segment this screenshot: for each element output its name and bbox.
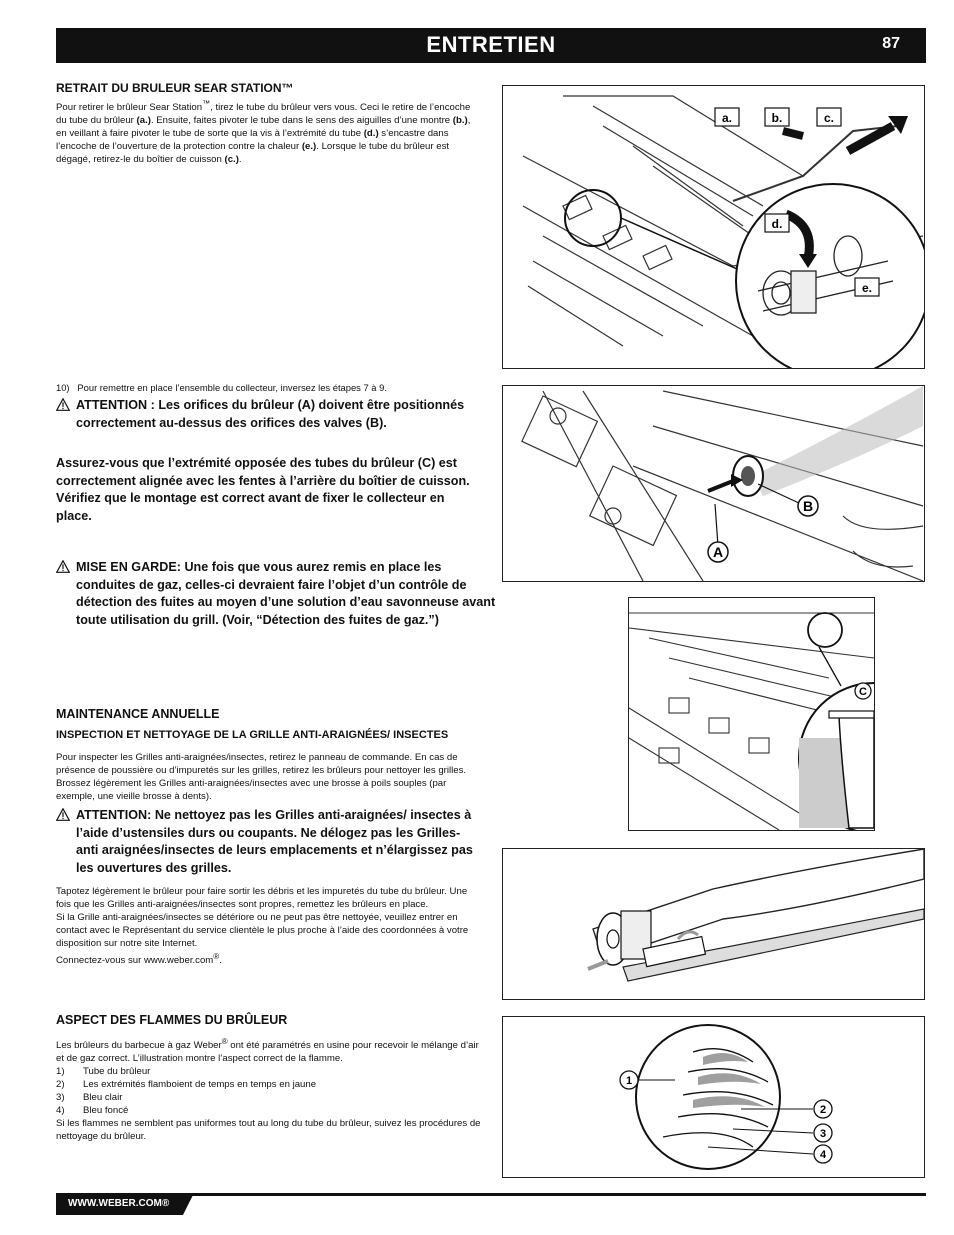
mise-en-garde [56, 559, 501, 629]
label-B: B [802, 498, 814, 514]
maintenance-p4: Si la Grille anti-araignées/insectes se détériore ou ne peut pas être nettoyée, veuillez entrer en contact avec le Représentant du service clientèle le plus proche à l’aide des coordonnées à votre disposition sur notre site Internet. [56, 912, 469, 949]
flames-list [56, 1065, 481, 1117]
label-C: C [859, 686, 867, 698]
warning-icon [56, 808, 70, 821]
maintenance-p3: Tapotez légèrement le brûleur pour faire sortir les débris et les impuretés du tube du brûleur. Une fois que les Grilles anti-araignées/insectes sont propres, remettez les brûleurs en place. [56, 886, 468, 910]
flames-intro: Les brûleurs du barbecue à gaz Weber® ont été paramétrés en usine pour recevoir le mélange d’air et de gaz correct. L’illustration montre l’aspect correct de la flamme. [56, 1037, 479, 1065]
list-item: 3) Bleu clair [56, 1092, 123, 1104]
sear-station-body: Pour retirer le brûleur Sear Station™, tirez le tube du brûleur vers vous. Ceci le retire de l’encoche du tube du brûleur (a.). Ensuite, faites pivoter le tube dans le sens des aiguilles d’une montre (b.), en veillant à faire pivoter le tube de sorte que la vis à l’extrémité du tube (d.) s’encastre dans l’encoche de l’ouverture de la protection contre la chaleur (e.). Lorsque le tube du brûleur est dégagé, retirez-le du boîtier de cuisson (c.). [56, 99, 471, 166]
flames-section [56, 1013, 481, 1143]
flames-outro: Si les flammes ne semblent pas uniformes tout au long du tube du brûleur, suivez les procédures de nettoyage du brûleur. [56, 1118, 481, 1143]
maintenance-section [56, 707, 481, 967]
sear-station-section [56, 81, 481, 166]
attention-orifices-text: ATTENTION : Les orifices du brûleur (A) doivent être positionnés correctement au-dessus des orifices des valves (B). [76, 398, 465, 430]
label-A: A [712, 544, 724, 560]
maintenance-p1: Pour inspecter les Grilles anti-araignées/insectes, retirez le panneau de commande. En cas de présence de poussière ou d’impuretés sur les grilles, retirez les brûleurs pour nettoyer les grilles. [56, 752, 467, 776]
figure-orifices [502, 385, 925, 582]
warning-icon [56, 560, 70, 573]
page-number: 87 [882, 35, 900, 52]
label-2: 2 [819, 1104, 827, 1116]
alignment-text: Assurez-vous que l’extrémité opposée des tubes du brûleur (C) est correctement alignée avec les fentes à l’arrière du boîtier de cuisson. Vérifiez que le montage est correct avant de fixer le collecteur en place. [56, 456, 470, 523]
label-3: 3 [819, 1128, 827, 1140]
step-number: 10) [56, 382, 70, 393]
attention-grilles-text: ATTENTION: Ne nettoyez pas les Grilles anti-araignées/ insectes à l’aide d’ustensiles durs ou coupants. Ne délogez pas les Grilles-anti araignées/insectes de leurs emplacements et n’élargissez pas les ouvertures des grilles. [76, 808, 473, 875]
alignment-instructions [56, 455, 481, 525]
maintenance-p2: Brossez légèrement les Grilles anti-araignées/insectes avec une brosse à poils souples (par exemple, une vieille brosse à dents). [56, 778, 447, 802]
figure-sear-burner-removal [502, 85, 925, 369]
step-text: Pour remettre en place l’ensemble du collecteur, inversez les étapes 7 à 9. [77, 382, 387, 393]
maintenance-p5: Connectez-vous sur www.weber.com®. [56, 952, 222, 967]
list-item: 1) Tube du brûleur [56, 1066, 151, 1078]
mise-en-garde-text: MISE EN GARDE: Une fois que vous aurez remis en place les conduites de gaz, celles-ci devraient faire l’objet d’un contrôle de détection des fuites au moyen d’une solution d’eau savonneuse avant toute utilisation du grill. (Voir, “Détection des fuites de gaz.”) [76, 560, 496, 627]
list-item: 4) Bleu foncé [56, 1105, 129, 1117]
label-a: a. [721, 111, 733, 125]
figure-brushing-burner [502, 848, 925, 1000]
page-header [56, 28, 926, 63]
figure-flames [502, 1016, 925, 1178]
flames-title: ASPECT DES FLAMMES DU BRÛLEUR [56, 1013, 288, 1027]
label-4: 4 [819, 1149, 827, 1161]
label-e: e. [861, 281, 873, 295]
step-10 [56, 381, 481, 394]
attention-grilles [56, 807, 481, 877]
footer-website-link[interactable]: WWW.WEBER.COM® [68, 1198, 170, 1209]
sear-station-title: RETRAIT DU BRULEUR SEAR STATION™ [56, 81, 294, 95]
maintenance-title: MAINTENANCE ANNUELLE [56, 707, 220, 721]
figure-burner-slots [628, 597, 875, 831]
attention-orifices [56, 397, 501, 432]
label-b: b. [771, 111, 783, 125]
label-d: d. [771, 217, 783, 231]
warning-icon [56, 398, 70, 411]
label-c: c. [823, 111, 835, 125]
page-title: ENTRETIEN [426, 32, 556, 57]
label-1: 1 [625, 1075, 633, 1087]
maintenance-subtitle: INSPECTION ET NETTOYAGE DE LA GRILLE ANTI-ARAIGNÉES/ INSECTES [56, 729, 449, 741]
list-item: 2) Les extrémités flamboient de temps en temps en jaune [56, 1079, 317, 1091]
